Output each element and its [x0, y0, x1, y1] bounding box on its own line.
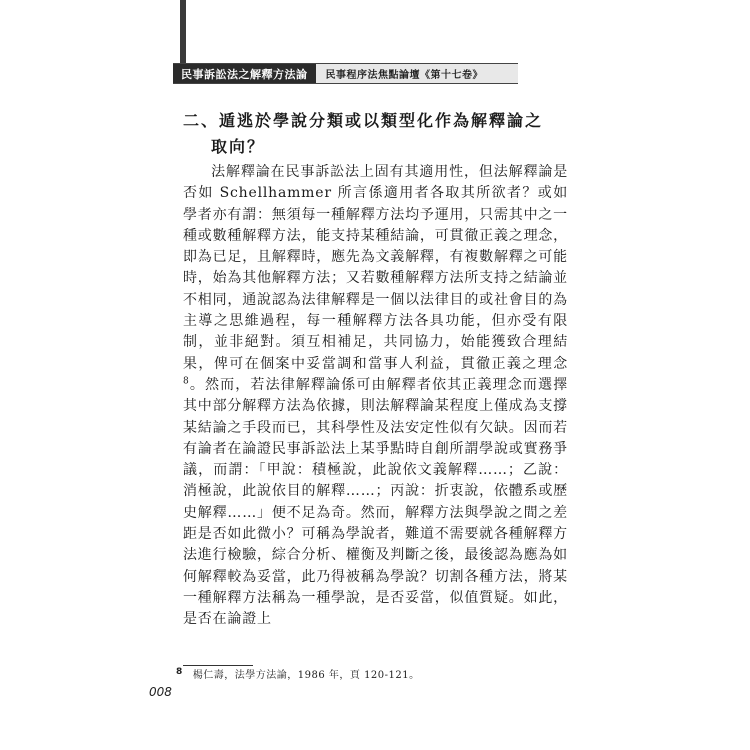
page-number: 008 — [149, 685, 172, 699]
footnote — [176, 666, 556, 683]
footnote-text: 楊仁壽，法學方法論，1986 年，頁 120-121。 — [192, 670, 420, 681]
section-heading-line2: 取向？ — [211, 137, 266, 156]
body-paragraph — [183, 162, 568, 631]
footnote-divider — [183, 665, 253, 666]
running-header — [173, 63, 518, 84]
book-title: 民事程序法焦點論壇《第十七卷》 — [325, 70, 483, 81]
footnote-reference[interactable]: 8 — [183, 376, 190, 387]
section-heading — [183, 108, 563, 160]
series-title: 民事訴訟法之解釋方法論 — [173, 64, 316, 83]
footnote-number: 8 — [176, 666, 183, 677]
paragraph-text-part1: 法解釋論在民事訴訟法上固有其適用性，但法解釋論是否如 Schellhammer 所言係適用者各取其所欲者？或如學者亦有謂：無須每一種解釋方法均予運用，只需其中之一種或數種解釋方法，能支持某種結論，可貫徹正義之理念，即為已足，且解釋時，應先為文義解釋，有複數解釋之可能時，始為其他解釋方法；又若數種解釋方法所支持之結論並不相同，通說認為法律解釋是一個以法律目的或社會目的為主導之思維過程，每一種解釋方法各具功能，但亦受有限制，並非絕對。須互相補足，共同協力，始能獲致合理結果，俾可在個案中妥當調和當事人利益，貫徹正義之理念 — [183, 164, 568, 372]
header-vertical-bar — [180, 0, 186, 66]
section-heading-line1: 二、遁逃於學說分類或以類型化作為解釋論之 — [183, 111, 544, 130]
paragraph-text-part2: 。然而，若法律解釋論係可由解釋者依其正義理念而選擇其中部分解釋方法為依據，則法解釋論某程度上僅成為支撐某結論之手段而已，其科學性及法安定性似有欠缺。因而若有論者在論證民事訴訟法上某爭點時自創所謂學說或實務爭議，而謂：「甲說：積極說，此說依文義解釋……；乙說：消極說，此說依目的解釋……；丙說：折衷說，依體系或歷史解釋……」便不足為奇。然而，解釋方法與學說之間之差距是否如此微小？可稱為學說者，難道不需要就各種解釋方法進行檢驗，綜合分析、權衡及判斷之後，最後認為應為如何解釋較為妥當，此乃得被稱為學說？切割各種方法，將某一種解釋方法稱為一種學說，是否妥當，似值質疑。如此，是否在論證上 — [183, 376, 568, 628]
